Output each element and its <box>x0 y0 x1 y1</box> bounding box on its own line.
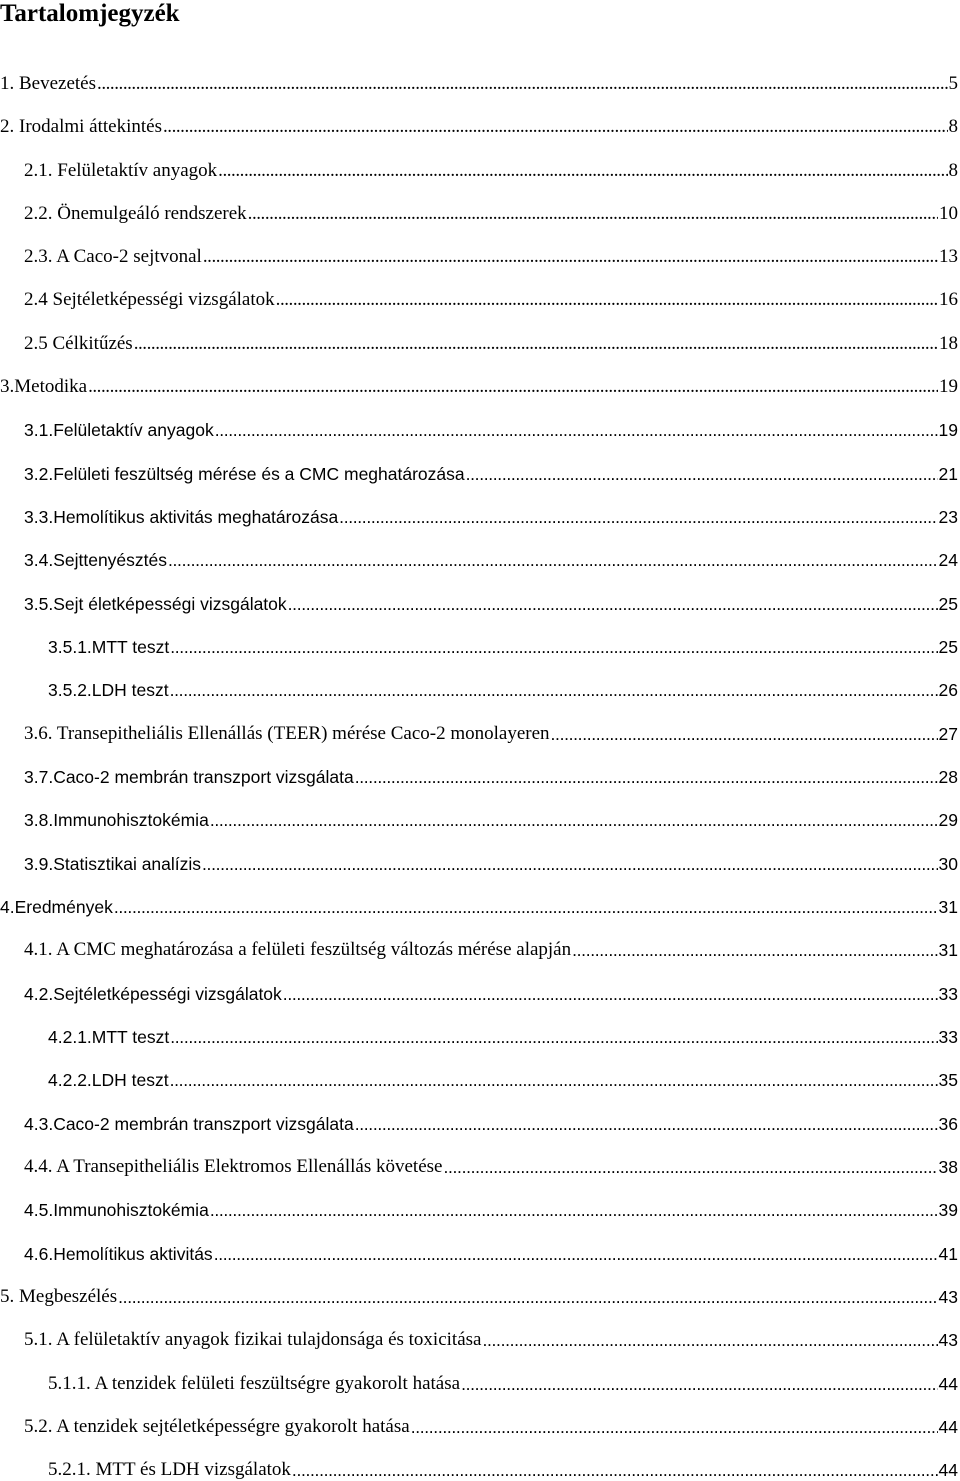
toc-entry-page: 13 <box>939 246 958 267</box>
toc-entry-3-3[interactable] <box>0 498 960 528</box>
toc-leader-dots <box>355 766 938 788</box>
toc-entry-page: 10 <box>939 203 958 224</box>
toc-entry-5[interactable] <box>0 1278 960 1308</box>
toc-entry-4-4[interactable] <box>0 1148 960 1178</box>
toc-entry-page: 43 <box>938 1287 958 1307</box>
toc-leader-dots <box>411 1416 938 1438</box>
toc-entry-page: 28 <box>938 767 958 787</box>
toc-leader-dots <box>551 723 938 745</box>
toc-entry-page: 27 <box>938 724 958 744</box>
toc-leader-dots <box>170 1026 937 1048</box>
toc-entry-label: 4.3.Caco-2 membrán transzport vizsgálata <box>24 1114 354 1134</box>
toc-entry-5-2-1[interactable] <box>0 1451 960 1481</box>
toc-entry-5-1[interactable] <box>0 1321 960 1351</box>
toc-entry-page: 44 <box>938 1417 958 1437</box>
toc-entry-4-3[interactable] <box>0 1105 960 1135</box>
toc-entry-label: 3.6. Transepitheliális Ellenállás (TEER) mérése Caco-2 monolayeren <box>24 723 550 744</box>
toc-entry-page: 33 <box>938 1027 958 1047</box>
toc-entry-page: 8 <box>948 160 958 181</box>
toc-entry-4-1[interactable] <box>0 931 960 961</box>
toc-entry-label: 4.5.Immunohisztokémia <box>24 1200 209 1220</box>
toc-entry-label: 4.2.Sejtéletképességi vizsgálatok <box>24 984 282 1004</box>
toc-entry-2-2[interactable] <box>0 195 960 225</box>
toc-entry-3-6[interactable] <box>0 715 960 745</box>
toc-entry-label: 3.1.Felületaktív anyagok <box>24 420 214 440</box>
toc-entry-label: 3.9.Statisztikai analízis <box>24 854 202 874</box>
toc-leader-dots <box>170 679 938 701</box>
toc-entry-label: 4.1. A CMC meghatározása a felületi feszültség változás mérése alapján <box>24 939 572 960</box>
toc-leader-dots <box>114 896 938 918</box>
toc-leader-dots <box>288 593 938 615</box>
toc-entry-page: 38 <box>938 1157 958 1177</box>
toc-entry-page: 30 <box>938 854 958 874</box>
toc-entry-2[interactable] <box>0 108 960 138</box>
toc-entry-page: 36 <box>938 1114 958 1134</box>
toc-leader-dots <box>572 939 937 961</box>
toc-leader-dots <box>215 419 938 441</box>
toc-leader-dots <box>482 1329 937 1351</box>
toc-entry-5-1-1[interactable] <box>0 1365 960 1395</box>
toc-leader-dots <box>461 1373 937 1395</box>
toc-leader-dots <box>163 116 948 138</box>
toc-leader-dots <box>466 463 938 485</box>
toc-leader-dots <box>443 1156 937 1178</box>
toc-entry-3-4[interactable] <box>0 541 960 571</box>
toc-entry-label: 4.4. A Transepitheliális Elektromos Ellenállás követése <box>24 1156 443 1177</box>
toc-entry-page: 26 <box>938 680 958 700</box>
toc-entry-page: 25 <box>938 637 958 657</box>
toc-entry-5-2[interactable] <box>0 1408 960 1438</box>
toc-entry-page: 44 <box>938 1460 958 1480</box>
toc-leader-dots <box>118 1286 937 1308</box>
toc-entry-1[interactable] <box>0 65 960 95</box>
toc-entry-2-1[interactable] <box>0 152 960 182</box>
toc-leader-dots <box>218 160 947 182</box>
toc-entry-label: 5.1.1. A tenzidek felületi feszültségre gyakorolt hatása <box>48 1373 461 1394</box>
toc-entry-page: 31 <box>938 940 958 960</box>
toc-leader-dots <box>203 246 938 268</box>
toc-entry-label: 5.2.1. MTT és LDH vizsgálatok <box>48 1459 291 1480</box>
toc-entry-page: 5 <box>948 73 958 94</box>
toc-entry-page: 19 <box>938 420 958 440</box>
toc-entry-4-2-1[interactable] <box>0 1018 960 1048</box>
toc-entry-3-7[interactable] <box>0 758 960 788</box>
toc-leader-dots <box>97 73 947 95</box>
toc-entry-3-5-1[interactable] <box>0 628 960 658</box>
toc-entry-label: 2.5 Célkitűzés <box>24 333 133 354</box>
toc-entry-page: 18 <box>939 333 958 354</box>
toc-entry-page: 16 <box>939 289 958 310</box>
toc-entry-4-5[interactable] <box>0 1191 960 1221</box>
toc-entry-label: 3.3.Hemolítikus aktivitás meghatározása <box>24 507 339 527</box>
toc-entry-label: 4.Eredmények <box>0 897 113 917</box>
toc-entry-label: 2.1. Felületaktív anyagok <box>24 160 218 181</box>
toc-entry-3[interactable] <box>0 368 960 398</box>
toc-entry-4-2[interactable] <box>0 975 960 1005</box>
toc-entry-label: 3.5.Sejt életképességi vizsgálatok <box>24 594 287 614</box>
toc-entry-label: 1. Bevezetés <box>0 73 97 94</box>
toc-entry-page: 25 <box>938 594 958 614</box>
toc-entry-page: 43 <box>938 1330 958 1350</box>
toc-entry-label: 3.4.Sejttenyésztés <box>24 550 167 570</box>
toc-entry-page: 29 <box>938 810 958 830</box>
toc-entry-3-2[interactable] <box>0 455 960 485</box>
toc-entry-3-9[interactable] <box>0 845 960 875</box>
toc-entry-3-5[interactable] <box>0 585 960 615</box>
toc-leader-dots <box>88 376 938 398</box>
toc-entry-page: 8 <box>948 116 958 137</box>
toc-entry-3-8[interactable] <box>0 801 960 831</box>
toc-leader-dots <box>210 809 938 831</box>
toc-entry-page: 41 <box>938 1244 958 1264</box>
toc-leader-dots <box>202 853 938 875</box>
toc-entry-label: 3.Metodika <box>0 376 88 397</box>
toc-entry-page: 33 <box>938 984 958 1004</box>
toc-entry-page: 31 <box>938 897 958 917</box>
toc-entry-2-5[interactable] <box>0 325 960 355</box>
toc-entry-page: 21 <box>938 464 958 484</box>
toc-entry-label: 5. Megbeszélés <box>0 1286 118 1307</box>
toc-entry-label: 5.1. A felületaktív anyagok fizikai tulajdonsága és toxicitása <box>24 1329 482 1350</box>
toc-entry-label: 2. Irodalmi áttekintés <box>0 116 162 137</box>
toc-leader-dots <box>276 289 938 311</box>
toc-leader-dots <box>134 333 938 355</box>
toc-entry-page: 44 <box>938 1374 958 1394</box>
toc-entry-3-1[interactable] <box>0 411 960 441</box>
toc-leader-dots <box>292 1459 938 1481</box>
toc-entry-label: 3.7.Caco-2 membrán transzport vizsgálata <box>24 767 354 787</box>
toc-title: Tartalomjegyzék <box>0 0 180 27</box>
toc-leader-dots <box>248 203 938 225</box>
toc-entry-label: 3.5.1.MTT teszt <box>48 637 170 657</box>
toc-leader-dots <box>170 636 937 658</box>
toc-leader-dots <box>339 506 937 528</box>
toc-entry-4-2-2[interactable] <box>0 1061 960 1091</box>
toc-entry-label: 4.2.1.MTT teszt <box>48 1027 170 1047</box>
toc-entry-4[interactable] <box>0 888 960 918</box>
toc-entry-label: 3.8.Immunohisztokémia <box>24 810 209 830</box>
toc-entry-label: 4.2.2.LDH teszt <box>48 1070 169 1090</box>
toc-entry-label: 5.2. A tenzidek sejtéletképességre gyakorolt hatása <box>24 1416 410 1437</box>
toc-entry-page: 23 <box>938 507 958 527</box>
toc-entry-label: 4.6.Hemolítikus aktivitás <box>24 1244 213 1264</box>
toc-leader-dots <box>283 983 938 1005</box>
toc-entry-page: 24 <box>938 550 958 570</box>
toc-leader-dots <box>168 549 938 571</box>
toc-entry-3-5-2[interactable] <box>0 671 960 701</box>
toc-entry-label: 2.3. A Caco-2 sejtvonal <box>24 246 202 267</box>
toc-entry-page: 19 <box>939 376 958 397</box>
toc-entry-2-3[interactable] <box>0 238 960 268</box>
toc-entry-4-6[interactable] <box>0 1235 960 1265</box>
toc-entry-label: 2.4 Sejtéletképességi vizsgálatok <box>24 289 275 310</box>
toc-entry-page: 39 <box>938 1200 958 1220</box>
toc-entry-page: 35 <box>938 1070 958 1090</box>
toc-entry-2-4[interactable] <box>0 281 960 311</box>
toc-leader-dots <box>210 1199 938 1221</box>
toc-leader-dots <box>214 1243 938 1265</box>
toc-entry-label: 3.2.Felületi feszültség mérése és a CMC meghatározása <box>24 464 465 484</box>
toc-entry-label: 3.5.2.LDH teszt <box>48 680 169 700</box>
toc-leader-dots <box>170 1069 938 1091</box>
toc-entry-label: 2.2. Önemulgeáló rendszerek <box>24 203 247 224</box>
toc-leader-dots <box>355 1113 938 1135</box>
